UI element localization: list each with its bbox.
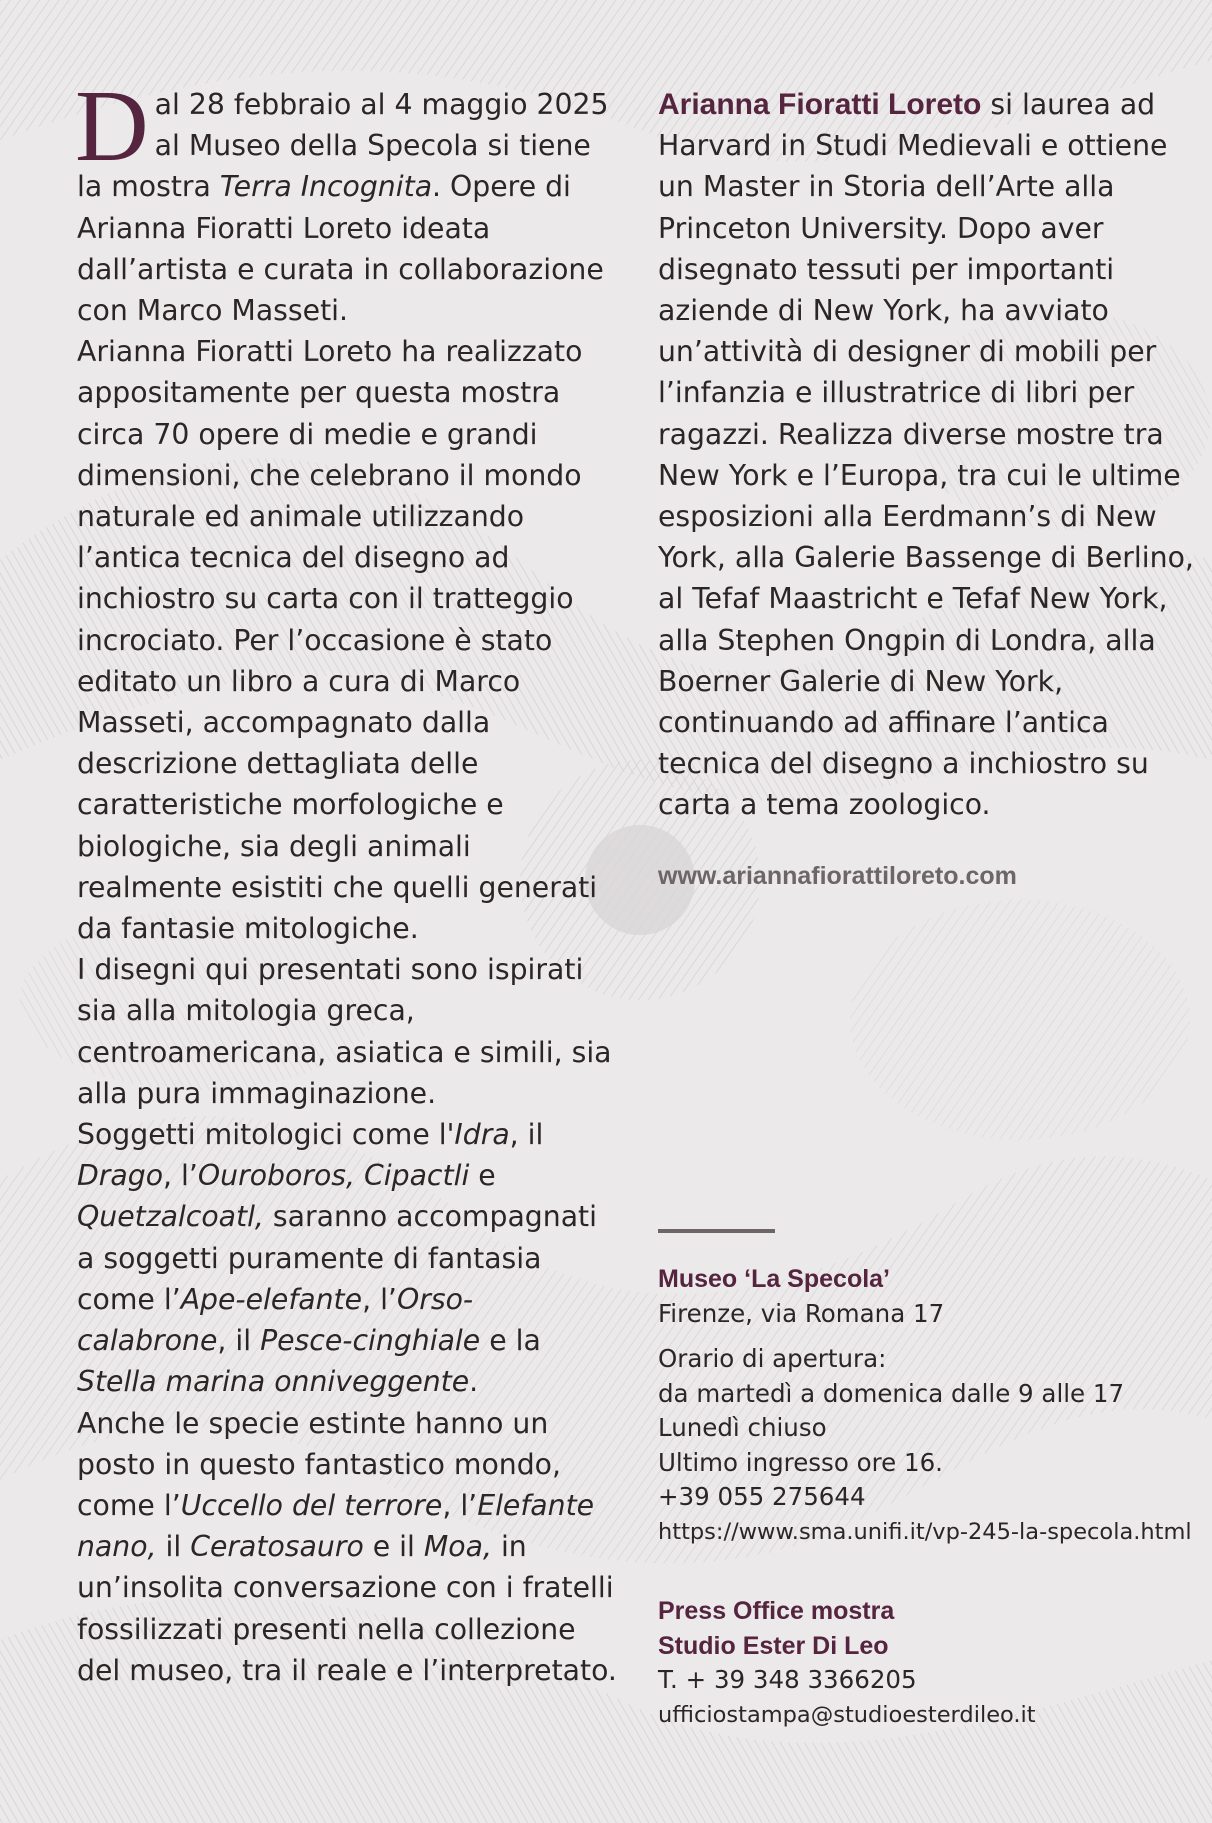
text-segment: . [469,1365,479,1399]
museum-info [658,1262,944,1331]
museum-name: Museo ‘La Specola’ [658,1265,891,1293]
text-segment: , l’ [163,1159,198,1193]
subject-name: Pesce-cinghiale [260,1324,481,1358]
press-office [658,1594,1036,1732]
intro-text: al 28 febbraio al 4 maggio 2025 al Museo della Specola si tiene la mostra [77,88,609,204]
subject-name: Orso-calabrone [77,1282,474,1358]
press-studio-name: Studio Ester Di Leo [658,1631,889,1660]
subject-name: Quetzalcoatl, [77,1200,264,1234]
text-segment: , l’ [442,1488,478,1522]
museum-url-link[interactable]: https://www.sma.unifi.it/vp-245-la-specola.html [658,1518,1192,1545]
text-segment: in un’insolita conversazione con i fratelli fossilizzati presenti nella collezione del museo, tra il reale e l’interpretato. [77,1530,617,1687]
museum-phone[interactable]: +39 055 275644 [658,1482,866,1511]
section-divider [658,1229,775,1233]
last-entry: Ultimo ingresso ore 16. [658,1447,943,1477]
opening-hours [658,1342,1192,1549]
mythological-subjects-paragraph [77,1114,617,1402]
press-email-link[interactable]: ufficiostampa@studioesterdileo.it [658,1701,1036,1728]
artist-name: Arianna Fioratti Loreto [658,88,982,121]
hours-value: da martedì a domenica dalle 9 alle 17 [658,1378,1125,1408]
extinct-species-paragraph [77,1403,617,1691]
inspiration-paragraph: I disegni qui presentati sono ispirati sia alla mitologia greca, centroamericana, asiatica e simili, sia alla pura immaginazione. [77,953,612,1110]
museum-address: Firenze, via Romana 17 [658,1298,945,1328]
species-name: Uccello del terrore [180,1488,443,1522]
hours-label: Orario di apertura: [658,1344,887,1373]
text-segment: e la [480,1324,541,1358]
text-segment: e il [363,1530,424,1564]
artist-biography [658,84,1203,826]
subject-name: Idra [454,1118,510,1152]
closed-day: Lunedì chiuso [658,1413,827,1442]
text-segment: Soggetti mitologici come l' [77,1118,455,1152]
press-office-title: Press Office mostra [658,1597,895,1625]
intro-paragraph [75,70,617,331]
text-segment: saranno accompagnati a soggetti puramente di fantasia come l’ [77,1200,597,1316]
press-phone[interactable]: T. + 39 348 3366205 [658,1665,917,1694]
species-name: Ceratosauro [190,1530,364,1564]
artist-website-link[interactable]: www.ariannafiorattiloreto.com [658,862,1017,890]
species-name: Moa, [423,1530,492,1564]
text-segment: , il [217,1324,261,1358]
subject-name: Stella marina onniveggente [77,1365,470,1399]
text-segment: e [469,1159,496,1193]
bio-text: si laurea ad Harvard in Studi Medievali e ottiene un Master in Storia dell’Arte alla Princeton University. Dopo aver disegnato tessuti per importanti aziende di New York, ha avviato un’attività di designer di mobili per l’infanzia e illustratrice di libri per ragazzi. Realizza diverse mostre tra New York e l’Europa, tra cui le ultime esposizioni alla Eerdmann’s di New York, alla Galerie Bassenge di Berlino, al Tefaf Maastricht e Tefaf New York, alla Stephen Ongpin di Londra, alla Boerner Galerie di New York, continuando ad affinare l’antica tecnica del disegno a inchiostro su carta a tema zoologico. [658,88,1194,822]
bio-paragraph [658,84,1203,826]
text-segment: , il [509,1118,544,1152]
subject-name: Ouroboros, Cipactli [197,1159,470,1193]
exhibition-title: Terra Incognita [219,170,433,204]
works-paragraph: Arianna Fioratti Loreto ha realizzato appositamente per questa mostra circa 70 opere di medie e grandi dimensioni, che celebrano il mondo naturale ed animale utilizzando l’antica tecnica del disegno ad inchiostro su carta con il tratteggio incrociato. Per l’occasione è stato editato un libro a cura di Marco Masseti, accompagnato dalla descrizione dettagliata delle caratteristiche morfologiche e biologiche, sia degli animali realmente esistiti che quelli generati da fantasie mitologiche. [77,335,598,946]
subject-name: Drago [77,1159,164,1193]
species-name: Elefante nano, [77,1488,595,1564]
text-segment: Anche le specie estinte hanno un posto in questo fantastico mondo, come l’ [77,1406,561,1522]
text-segment: il [156,1530,191,1564]
exhibition-description [75,70,617,1691]
drop-cap: D [75,70,149,183]
subject-name: Ape-elefante [180,1282,363,1316]
intro-text-end: . Opere di Arianna Fioratti Loreto ideata dall’artista e curata in collaborazione con Marco Masseti. [77,170,604,328]
text-segment: , l’ [362,1282,397,1316]
